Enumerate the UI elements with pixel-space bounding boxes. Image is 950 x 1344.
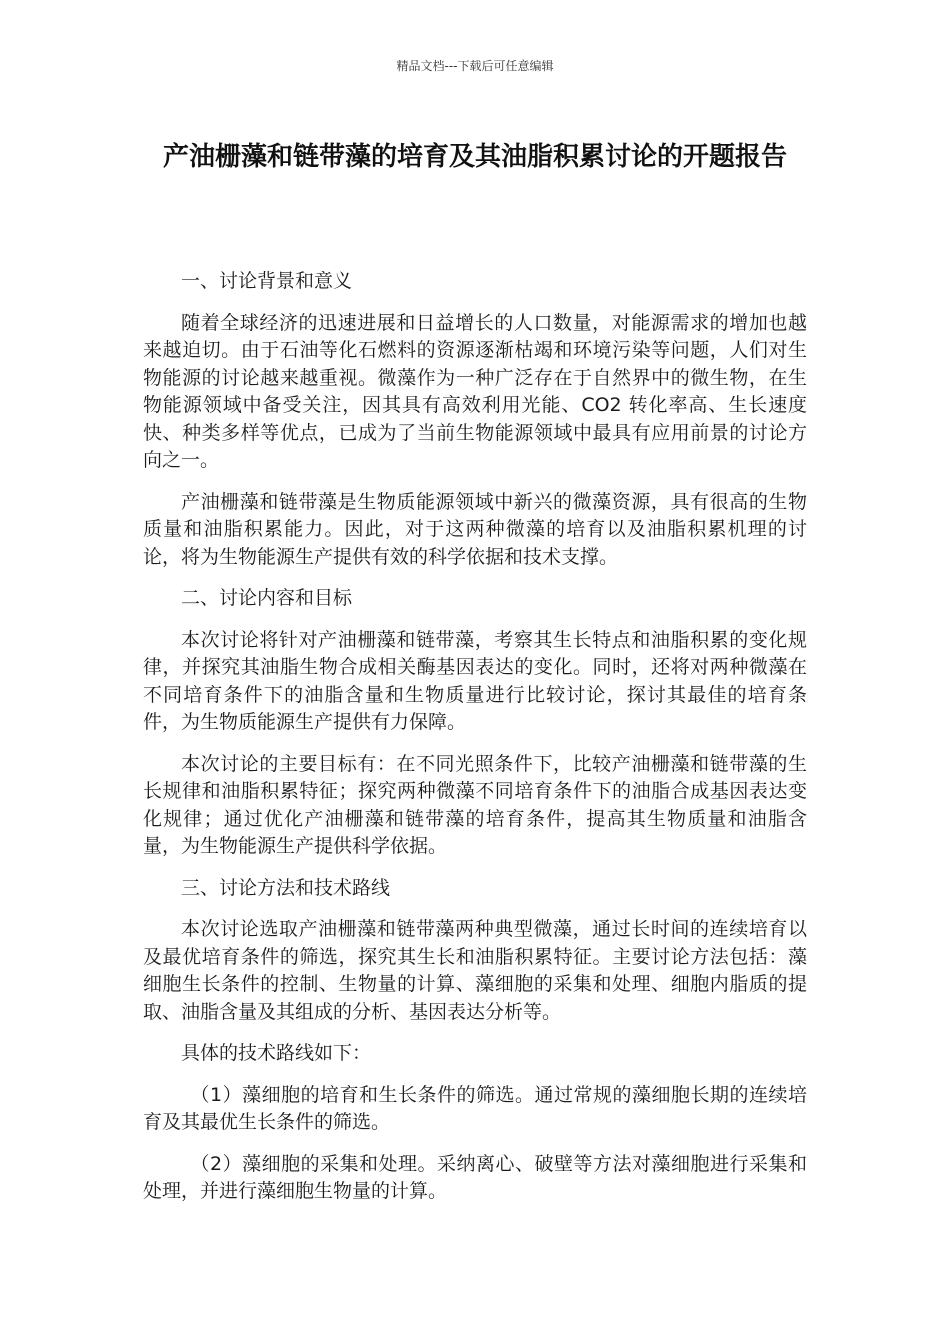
section-heading-background: 一、讨论背景和意义	[181, 270, 353, 292]
route-item-2: （2）藻细胞的采集和处理。采纳离心、破壁等方法对藻细胞进行采集和处理，并进行藻细胞生物量的计算。	[143, 1152, 807, 1202]
section-heading-content-goals: 二、讨论内容和目标	[181, 587, 353, 609]
route-item-1: （1）藻细胞的培育和生长条件的筛选。通过常规的藻细胞长期的连续培育及其最优生长条件的筛选。	[143, 1083, 807, 1133]
header-note: 精品文档---下载后可任意编辑	[396, 59, 554, 73]
document-body	[143, 268, 807, 1220]
paragraph-background-1: 随着全球经济的迅速进展和日益增长的人口数量，对能源需求的增加也越来越迫切。由于石油等化石燃料的资源逐渐枯竭和环境污染等问题，人们对生物能源的讨论越来越重视。微藻作为一种广泛存在于自然界中的微生物，在生物能源领域中备受关注，因其具有高效利用光能、CO2 转化率高、生长速度快、种类多样等优点，已成为了当前生物能源领域中最具有应用前景的讨论方向之一。	[143, 311, 807, 471]
section-heading-methods: 三、讨论方法和技术路线	[181, 876, 391, 899]
paragraph-background-2: 产油栅藻和链带藻是生物质能源领域中新兴的微藻资源，具有很高的生物质量和油脂积累能力。因此，对于这两种微藻的培育以及油脂积累机理的讨论，将为生物能源生产提供有效的科学依据和技术支撑。	[143, 490, 807, 568]
paragraph-goals: 本次讨论的主要目标有：在不同光照条件下，比较产油栅藻和链带藻的生长规律和油脂积累特征；探究两种微藻不同培育条件下的油脂合成基因表达变化规律；通过优化产油栅藻和链带藻的培育条件，提高其生物质量和油脂含量，为生物能源生产提供科学依据。	[143, 752, 807, 857]
paragraph-methods: 本次讨论选取产油栅藻和链带藻两种典型微藻，通过长时间的连续培育以及最优培育条件的筛选，探究其生长和油脂积累特征。主要讨论方法包括：藻细胞生长条件的控制、生物量的计算、藻细胞的采集和处理、细胞内脂质的提取、油脂含量及其组成的分析、基因表达分析等。	[143, 918, 807, 1023]
paragraph-route-intro: 具体的技术路线如下：	[181, 1042, 372, 1064]
paragraph-content-1: 本次讨论将针对产油栅藻和链带藻，考察其生长特点和油脂积累的变化规律，并探究其油脂生物合成相关酶基因表达的变化。同时，还将对两种微藻在不同培育条件下的油脂含量和生物质量进行比较讨论，探讨其最佳的培育条件，为生物质能源生产提供有力保障。	[143, 628, 807, 733]
document-title: 产油栅藻和链带藻的培育及其油脂积累讨论的开题报告	[162, 142, 787, 172]
